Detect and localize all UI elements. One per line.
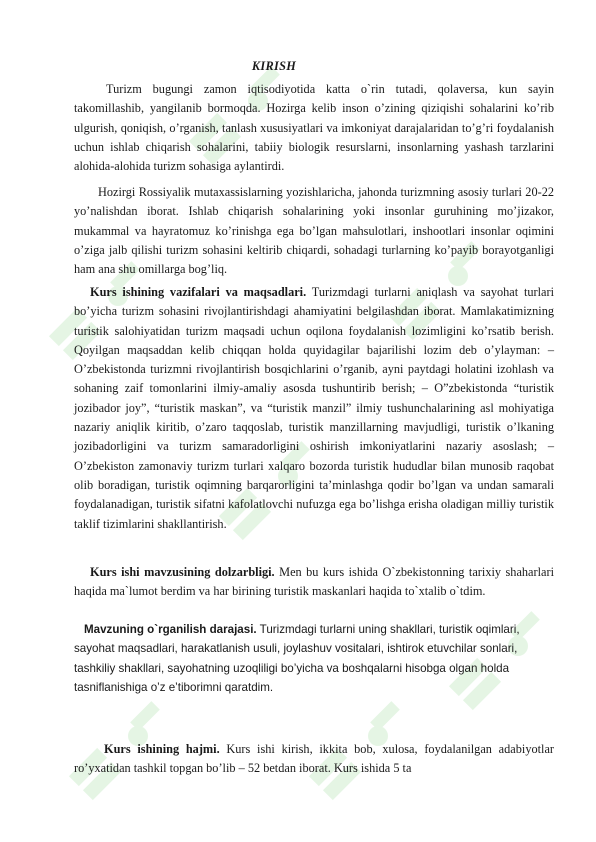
section-heading: Kurs ishining hajmi.	[104, 742, 220, 756]
section-heading: Mavzuning o`rganilish darajasi.	[84, 623, 257, 636]
paragraph-text: Hozirgi Rossiyalik mutaxassislarning yozishlaricha, jahonda turizmning asosiy turlari 20-22 yo’nalishdan iborat. Ishlab chiqarish sohalarining yoki insonlar guruhining mo’jizakor, mukammal va hayratomuz ko’rinishga ega bo’lgan mahsulotlari, inshootlari insonlar oqimini o’ziga jalb qilishi turizm sohasini keltirib chiqardi, sohadagi turlarning ko’payib borayotganligi ham ana shu omillarga bog’liq.	[74, 185, 554, 277]
volume-paragraph	[74, 740, 554, 779]
section-heading: Kurs ishining vazifalari va maqsadlari.	[90, 285, 307, 299]
paragraph-text: Men bu kurs ishida O`zbekistonning tarixiy shaharlari haqida ma`lumot berdim va har birining turistik maskanlari haqida to`xtalib o`tdim.	[74, 565, 555, 599]
paragraph-text: Turizmdagi turlarni uning shakllari, turistik oqimlari, sayohat maqsadlari, harakatlanish usuli, joylashuv vositalari, ishtirok etuvchilar sonlari, tashkiliy shakllari, sayohatning uzoqliligi bo’yicha va boshqalarni hisobga olgan holda tasniflanishiga o’z e’tiborimni qaratdim.	[74, 623, 520, 694]
section-heading: Kurs ishi mavzusining dolzarbligi.	[90, 565, 275, 579]
paragraph-text: Turizm bugungi zamon iqtisodiyotida katta o`rin tutadi, qolaversa, kun sayin takomillashib, yangilanib bormoqda. Hozirga kelib inson o’zining qiziqishi sohalarini ko’rib ulgurish, qoniqish, o’rganish, tanlash xususiyatlari va imkoniyat darajalaridan to’g’ri foydalanish uchun ishlab chiqarish sohalarini, tabiiy biologik resurslarni, insonlarning yashash tarzlarini alohida-alohida turizm sohasiga aylantirdi.	[74, 82, 554, 174]
intro-paragraph	[74, 80, 554, 176]
page-title: KIRISH	[251, 59, 297, 73]
tourism-types-paragraph	[74, 183, 554, 279]
paragraph-text: Turizmdagi turlarni aniqlash va sayohat turlari bo’yicha turizm sohasini rivojlantirishdagi ahamiyatini belgilashdan iborat. Mamlakatimizning turistik salohiyatidan turizm maqsadi uchun oqilona foydalanish lozimligini ko’rsatib berish. Qoyilgan maqsaddan kelib chiqqan holda quyidagilar bajarilishi lozim deb o’ylayman: – O’zbekistonda turizmni rivojlantirish bosqichlarini o’rganib, ayni paytdagi holatini izohlash va sohaning zaif tomonlarini ilmiy-amaliy asosda tushuntirib berish; – O”zbekistonda “turistik jozibador joy”, “turistik maskan”, va “turistik manzil” ilmiy tushunchalarining asl mohiyatiga nazariy aniqlik kiritib, o’zaro taqqoslab, turistik manzillarning mavjudligi, turistik o’lkaning jozibadorligini va turizm samaradorligini oshirish imkoniyatlarini nazariy asoslash; – O’zbekiston zamonaviy turizm turlari xalqaro bozorda turistik hududlar bilan munosib raqobat olib boradigan, turistik oqimning barqarorligini ta’minlashga qodir bo’lgan va undan samarali foydalanadigan, turistik sifatni kafolatlovchi nufuzga ega bo’lishga erisha oladigan milliy turistik taklif tizimlarini shakllantirish.	[74, 285, 555, 531]
study-level-paragraph	[74, 620, 554, 697]
relevance-paragraph	[74, 563, 554, 602]
goals-paragraph	[74, 283, 554, 534]
paragraph-text: Kurs ishi kirish, ikkita bob, xulosa, foydalanilgan adabiyotlar ro’yxatidan tashkil topgan bo’lib – 52 betdan iborat. Kurs ishida 5 ta	[74, 742, 554, 776]
